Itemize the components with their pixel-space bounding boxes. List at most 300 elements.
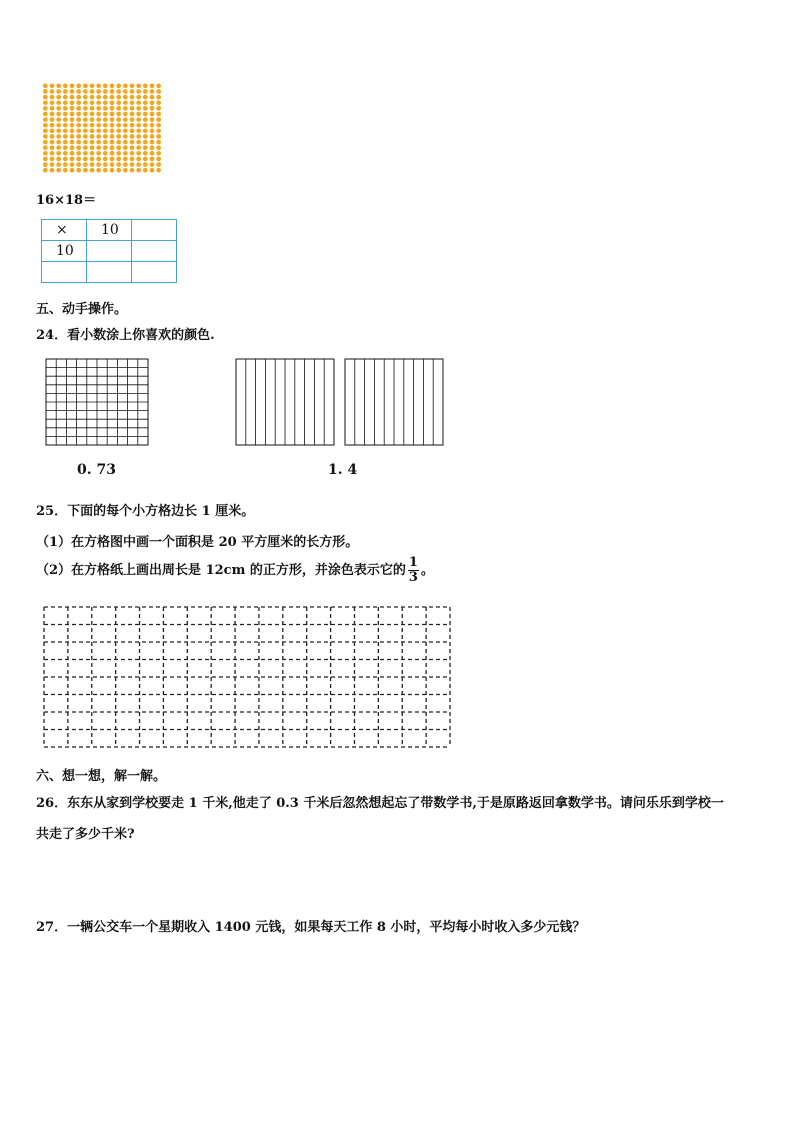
dot <box>103 100 108 105</box>
dot <box>50 128 55 133</box>
dot <box>143 145 148 150</box>
dot <box>63 128 68 133</box>
dot <box>90 106 95 111</box>
dot <box>43 83 48 88</box>
dot <box>150 95 155 100</box>
dot <box>56 140 61 145</box>
dot <box>150 112 155 117</box>
dot <box>150 134 155 139</box>
dot <box>103 106 108 111</box>
dot <box>43 140 48 145</box>
dot <box>110 162 115 167</box>
dot <box>83 145 88 150</box>
dot <box>103 151 108 156</box>
dot <box>130 106 135 111</box>
dot <box>123 140 128 145</box>
dot <box>96 157 101 162</box>
dot <box>83 112 88 117</box>
dot <box>123 95 128 100</box>
dot <box>136 95 141 100</box>
dot <box>96 100 101 105</box>
dot <box>83 151 88 156</box>
dot <box>150 128 155 133</box>
dot <box>90 134 95 139</box>
dot <box>103 117 108 122</box>
dot <box>136 157 141 162</box>
dot <box>90 89 95 94</box>
dot <box>70 95 75 100</box>
dot <box>50 117 55 122</box>
dot <box>143 112 148 117</box>
dot <box>123 151 128 156</box>
dot <box>130 83 135 88</box>
dot <box>76 145 81 150</box>
dot <box>96 140 101 145</box>
dot <box>56 134 61 139</box>
dot <box>123 157 128 162</box>
dot <box>150 145 155 150</box>
dot <box>50 106 55 111</box>
dot <box>150 117 155 122</box>
dot <box>56 89 61 94</box>
dot <box>150 106 155 111</box>
dot <box>123 100 128 105</box>
dot <box>70 168 75 173</box>
dot <box>76 112 81 117</box>
q25-text: 25．下面的每个小方格边长 1 厘米。 <box>36 504 255 519</box>
dot <box>136 140 141 145</box>
dot <box>96 123 101 128</box>
dot <box>110 112 115 117</box>
dot <box>110 117 115 122</box>
dot <box>63 168 68 173</box>
dot <box>50 123 55 128</box>
dot <box>63 95 68 100</box>
dot <box>63 157 68 162</box>
dot <box>63 123 68 128</box>
dot <box>136 168 141 173</box>
dot <box>143 106 148 111</box>
dot <box>43 145 48 150</box>
dot <box>76 162 81 167</box>
dot <box>110 134 115 139</box>
dot <box>150 140 155 145</box>
dot <box>90 95 95 100</box>
dot <box>103 157 108 162</box>
dot <box>56 157 61 162</box>
dot <box>43 117 48 122</box>
dot <box>103 140 108 145</box>
dot <box>130 157 135 162</box>
dot <box>70 123 75 128</box>
dot <box>83 95 88 100</box>
dot <box>103 112 108 117</box>
dot <box>130 117 135 122</box>
dot <box>116 89 121 94</box>
dot <box>90 83 95 88</box>
dot <box>123 145 128 150</box>
dot <box>110 89 115 94</box>
table-cell[interactable] <box>132 241 177 262</box>
dot <box>50 157 55 162</box>
dot <box>116 134 121 139</box>
dot <box>43 168 48 173</box>
dot <box>43 95 48 100</box>
dot <box>70 157 75 162</box>
dot <box>43 128 48 133</box>
dot <box>96 106 101 111</box>
q24-text: 24．看小数涂上你喜欢的颜色. <box>36 328 215 343</box>
dot <box>156 134 161 139</box>
dot <box>83 100 88 105</box>
table-cell[interactable] <box>132 262 177 283</box>
dot <box>96 145 101 150</box>
dot <box>150 123 155 128</box>
table-cell[interactable] <box>132 220 177 241</box>
dot <box>63 140 68 145</box>
dot <box>63 89 68 94</box>
dot <box>50 140 55 145</box>
dot <box>130 140 135 145</box>
dot <box>70 151 75 156</box>
dot <box>43 112 48 117</box>
dot <box>56 168 61 173</box>
dot <box>103 134 108 139</box>
dot <box>56 128 61 133</box>
dot <box>123 89 128 94</box>
dot <box>76 117 81 122</box>
dot <box>123 134 128 139</box>
dot <box>90 123 95 128</box>
dot <box>110 95 115 100</box>
q25-sub2-end: 。 <box>420 563 434 578</box>
section6-title: 六、想一想，解一解。 <box>36 769 167 784</box>
dot <box>116 100 121 105</box>
table-cell[interactable]: × <box>42 220 87 241</box>
dot <box>90 117 95 122</box>
dot <box>43 157 48 162</box>
table-row <box>42 241 177 262</box>
dot-array <box>42 83 162 173</box>
dot <box>56 95 61 100</box>
label-0-73: 0. 73 <box>77 462 116 478</box>
dot <box>63 106 68 111</box>
dot <box>43 123 48 128</box>
dot <box>136 145 141 150</box>
table-row <box>42 262 177 283</box>
dot <box>76 151 81 156</box>
dot <box>156 157 161 162</box>
dot <box>70 128 75 133</box>
dot <box>130 89 135 94</box>
dot <box>90 162 95 167</box>
dot <box>103 168 108 173</box>
dot <box>50 100 55 105</box>
dot <box>90 151 95 156</box>
dot <box>43 100 48 105</box>
dot <box>110 151 115 156</box>
dot <box>130 100 135 105</box>
dot <box>96 128 101 133</box>
dot <box>50 168 55 173</box>
q25-sub2-text: （2）在方格纸上画出周长是 12cm 的正方形，并涂色表示它的 <box>36 563 406 578</box>
fraction-denominator: 3 <box>408 570 418 585</box>
dot <box>83 83 88 88</box>
dot <box>76 157 81 162</box>
dot <box>136 134 141 139</box>
dot <box>96 162 101 167</box>
dot <box>116 123 121 128</box>
dot <box>123 83 128 88</box>
dot <box>150 83 155 88</box>
dot <box>143 95 148 100</box>
dot <box>83 168 88 173</box>
dot <box>56 162 61 167</box>
dot <box>70 162 75 167</box>
dot <box>116 117 121 122</box>
q25-sub1: （1）在方格图中画一个面积是 20 平方厘米的长方形。 <box>36 535 359 550</box>
dot <box>150 168 155 173</box>
dot <box>76 106 81 111</box>
dot <box>76 168 81 173</box>
dot <box>83 89 88 94</box>
q25-sub2 <box>36 556 434 585</box>
table-cell[interactable] <box>42 262 87 283</box>
dot <box>90 145 95 150</box>
dot <box>50 151 55 156</box>
dot <box>76 140 81 145</box>
dot <box>143 151 148 156</box>
dot <box>130 145 135 150</box>
dot <box>96 95 101 100</box>
dot <box>90 157 95 162</box>
dot <box>56 100 61 105</box>
dot <box>56 83 61 88</box>
dot <box>63 112 68 117</box>
dot <box>136 123 141 128</box>
dot <box>130 151 135 156</box>
dot <box>83 128 88 133</box>
dot <box>83 157 88 162</box>
dot <box>136 83 141 88</box>
dot <box>83 140 88 145</box>
dot <box>130 134 135 139</box>
dot <box>83 162 88 167</box>
dot <box>130 162 135 167</box>
table-cell[interactable] <box>87 241 132 262</box>
dot <box>143 140 148 145</box>
dot <box>156 83 161 88</box>
dot <box>123 117 128 122</box>
dot <box>156 140 161 145</box>
dot <box>110 157 115 162</box>
dot <box>130 95 135 100</box>
dot <box>116 128 121 133</box>
dot <box>143 162 148 167</box>
dot <box>110 168 115 173</box>
dot <box>83 134 88 139</box>
dot <box>63 117 68 122</box>
dot <box>63 83 68 88</box>
dot <box>123 168 128 173</box>
dot <box>50 112 55 117</box>
dot <box>56 151 61 156</box>
dot <box>70 117 75 122</box>
dot <box>43 134 48 139</box>
dot <box>56 145 61 150</box>
dot <box>156 151 161 156</box>
section5-title: 五、动手操作。 <box>36 302 128 317</box>
dot <box>76 123 81 128</box>
dot <box>123 112 128 117</box>
dot <box>76 134 81 139</box>
dot <box>43 106 48 111</box>
dot <box>63 100 68 105</box>
dot <box>110 128 115 133</box>
table-cell[interactable]: 10 <box>42 241 87 262</box>
fraction-one-third <box>408 556 419 585</box>
dot <box>103 95 108 100</box>
dot <box>76 128 81 133</box>
dot <box>90 112 95 117</box>
strip-grid-2[interactable] <box>344 358 444 446</box>
dot <box>50 95 55 100</box>
dot <box>96 112 101 117</box>
dot <box>56 106 61 111</box>
dot <box>96 117 101 122</box>
dot <box>136 112 141 117</box>
dashed-square-grid[interactable] <box>42 605 454 751</box>
dot <box>110 83 115 88</box>
dot <box>63 134 68 139</box>
dot <box>76 95 81 100</box>
dot <box>70 106 75 111</box>
dot <box>96 168 101 173</box>
dot <box>156 112 161 117</box>
fraction-numerator: 1 <box>408 555 418 570</box>
dot <box>116 112 121 117</box>
dot <box>150 89 155 94</box>
dot <box>56 112 61 117</box>
dot <box>130 112 135 117</box>
dot <box>50 89 55 94</box>
dot <box>90 140 95 145</box>
dot <box>43 89 48 94</box>
dot <box>43 162 48 167</box>
dot <box>76 83 81 88</box>
dot <box>63 145 68 150</box>
dot <box>50 162 55 167</box>
dot <box>116 168 121 173</box>
q26-line1: 26．东东从家到学校要走 1 千米,他走了 0.3 千米后忽然想起忘了带数学书,于是原路返回拿数学书。请问乐乐到学校一 <box>36 796 724 811</box>
dot <box>156 162 161 167</box>
dot <box>70 112 75 117</box>
dot <box>103 145 108 150</box>
dot <box>116 95 121 100</box>
dot <box>103 128 108 133</box>
dot <box>110 123 115 128</box>
dot <box>123 123 128 128</box>
dot <box>123 128 128 133</box>
dot <box>76 89 81 94</box>
dot <box>143 134 148 139</box>
dot <box>136 151 141 156</box>
dot <box>130 123 135 128</box>
dot <box>70 83 75 88</box>
dot <box>143 83 148 88</box>
dot <box>96 89 101 94</box>
table-cell[interactable] <box>87 262 132 283</box>
dot <box>143 123 148 128</box>
dot <box>116 162 121 167</box>
table-cell[interactable]: 10 <box>87 220 132 241</box>
dot <box>96 134 101 139</box>
dot <box>150 157 155 162</box>
dot <box>143 168 148 173</box>
multiplication-table <box>41 219 177 283</box>
hundred-grid[interactable] <box>45 358 150 446</box>
strip-grid-1[interactable] <box>235 358 335 446</box>
dot <box>110 106 115 111</box>
dot <box>110 145 115 150</box>
dot <box>116 83 121 88</box>
dot <box>70 100 75 105</box>
dot <box>116 151 121 156</box>
dot <box>143 89 148 94</box>
dot <box>56 123 61 128</box>
dot <box>156 106 161 111</box>
label-1-4: 1. 4 <box>328 462 358 478</box>
q26-line2: 共走了多少千米? <box>36 827 135 842</box>
dot <box>116 157 121 162</box>
dot <box>136 117 141 122</box>
dot <box>116 140 121 145</box>
dot <box>43 151 48 156</box>
dot <box>156 168 161 173</box>
dot <box>130 168 135 173</box>
equation-16x18: 16×18＝ <box>36 193 97 208</box>
dot <box>70 134 75 139</box>
dot <box>123 106 128 111</box>
dot <box>130 128 135 133</box>
dot <box>136 162 141 167</box>
dot <box>90 100 95 105</box>
dot <box>156 145 161 150</box>
dot <box>143 100 148 105</box>
dot <box>76 100 81 105</box>
dot <box>70 89 75 94</box>
dot <box>103 89 108 94</box>
dot <box>136 100 141 105</box>
dot <box>50 134 55 139</box>
dot <box>123 162 128 167</box>
dot <box>116 106 121 111</box>
dot <box>90 128 95 133</box>
dot <box>96 83 101 88</box>
dot <box>143 157 148 162</box>
dot <box>70 145 75 150</box>
dot <box>110 140 115 145</box>
dot <box>156 95 161 100</box>
dot <box>83 117 88 122</box>
table-row <box>42 220 177 241</box>
dot <box>110 100 115 105</box>
dot <box>150 100 155 105</box>
dot <box>156 123 161 128</box>
dot <box>103 123 108 128</box>
dot <box>143 117 148 122</box>
dot <box>136 128 141 133</box>
